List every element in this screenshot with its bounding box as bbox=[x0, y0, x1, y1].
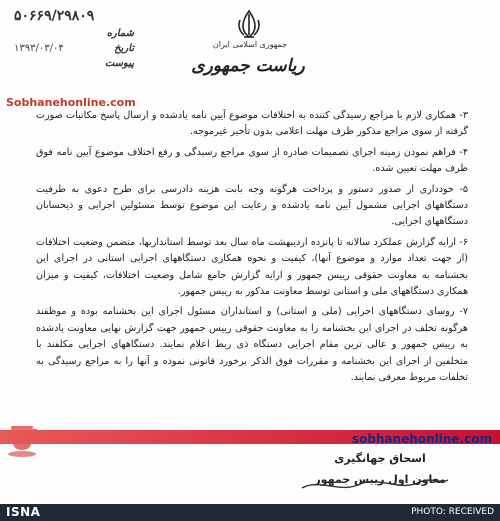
paragraph-3: ۳- همکاری لازم با مراجع رسیدگی کننده به اختلافات موضوع آیین نامه یادشده و ارسال پاسخ مکاتبات صورت گرفته از سوی مراجع مذکور ظرف مهلت اعلامی بدون تأخیر غیرموجه. bbox=[36, 110, 468, 138]
paragraph-5: ۵- خودداری از صدور دستور و پرداخت هرگونه وجه بابت هزینه دادرسی برای طرح دعوی به طرفیت دستگاههای اجرایی مشمول آیین نامه یادشده و رعایت این موضوع توسط مسئولین اجرایی و ذیحسابان دستگاههای اجرایی. bbox=[36, 183, 468, 228]
date-value: ۱۳۹۳/۰۳/۰۴ bbox=[14, 43, 64, 54]
letter-body bbox=[36, 108, 468, 391]
attachment-row bbox=[14, 58, 134, 69]
presidency-title: ریاست جمهوری bbox=[191, 56, 305, 76]
agency-logo: ISNA bbox=[6, 505, 41, 519]
date-row bbox=[14, 43, 134, 54]
paragraph-4: ۴- فراهم نمودن زمینه اجرای تصمیمات صادره از سوی مراجع رسیدگی و رفع اختلاف موضوع آیین نامه فوق ظرف مهلت تعیین شده. bbox=[36, 146, 468, 175]
republic-caption: جمهوری اسلامی ایران bbox=[212, 40, 288, 49]
letter-meta bbox=[14, 8, 134, 69]
date-label: تاریخ bbox=[114, 43, 134, 54]
attachment-label: پیوست bbox=[104, 58, 134, 69]
paragraph-6: ۶- ارایه گزارش عملکرد سالانه تا پانزده اردیبهشت ماه سال بعد توسط استانداریها، متضمن وضعیت اختلافات (از جهت تعداد موارد و موضوع آنها)، کیفیت و نحوه همکاری دستگاههای اجرایی استانی در اجرای این بخشنامه به معاونت حقوقی رییس جمهور و ارایه گزارش جامع شامل وضعیت اختلافات، کیفیت و میزان همکاری دستگاههای ملی و استانی توسط معاونت مذکور به رییس جمهور. bbox=[36, 236, 468, 298]
paragraph-7: ۷- روسای دستگاههای اجرایی (ملی و استانی) و استانداران مسئول اجرای این بخشنامه بوده و موظفند هرگونه تخلف در اجرای این بخشنامه را به معاونت حقوقی رییس جمهور جهت گزارش نهایی معاونت یادشده به رییس جمهور و عالی ترین مقام اجرایی دستگاه ذی ربط اعلام نمایند. دستگاههای اجرایی مکلفند با متخلفین از اجرای این بخشنامه و مقررات فوق الذکر برخورد قانونی نموده و آنها را به مراجع رسیدگی به تخلفات مربوط معرفی نمایند. bbox=[36, 306, 468, 384]
letter-number: ۵۰۶۶۹/۲۹۸۰۹ bbox=[14, 8, 95, 24]
signature-stroke bbox=[300, 474, 450, 498]
number-label: شماره bbox=[106, 28, 134, 39]
watermark-top: Sobhanehonline.com bbox=[6, 96, 136, 109]
banner-site-link: sobhanehonline.com bbox=[352, 432, 492, 446]
number-row bbox=[14, 28, 134, 39]
signatory-title: معاون اول رییس جمهور bbox=[314, 473, 446, 486]
signatory-name: اسحاق جهانگیری bbox=[334, 452, 426, 465]
signature-block bbox=[300, 452, 460, 486]
photo-credit: PHOTO: RECEIVED bbox=[411, 507, 494, 517]
iran-emblem-icon bbox=[233, 8, 265, 40]
